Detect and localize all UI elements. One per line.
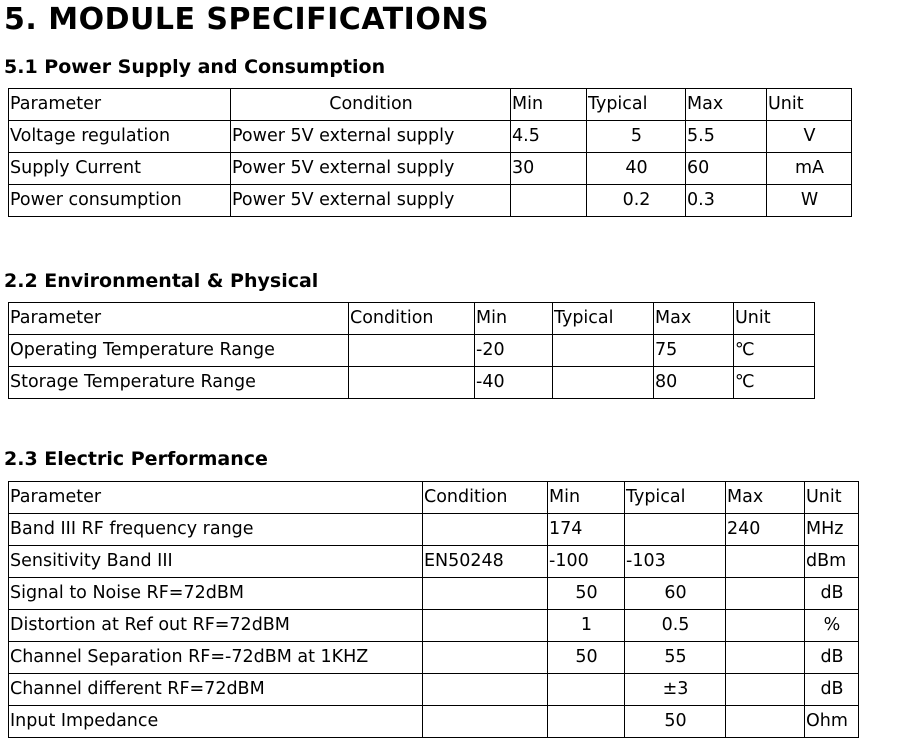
- table-cell: Power 5V external supply: [231, 121, 511, 153]
- table-row: [9, 153, 852, 185]
- table-cell: Voltage regulation: [9, 121, 231, 153]
- table-cell: -20: [475, 335, 553, 367]
- header-cell: Unit: [805, 482, 859, 514]
- table-cell: 55: [625, 642, 726, 674]
- table-cell: -100: [548, 546, 625, 578]
- table-row: [9, 674, 859, 706]
- table-cell: [726, 578, 805, 610]
- header-cell: Unit: [767, 89, 852, 121]
- table-cell: dB: [805, 674, 859, 706]
- table-cell: Band III RF frequency range: [9, 514, 423, 546]
- table-row: [9, 335, 815, 367]
- table-row: [9, 546, 859, 578]
- table-row: [9, 185, 852, 217]
- table-row: [9, 642, 859, 674]
- table-cell: Channel Separation RF=-72dBM at 1KHZ: [9, 642, 423, 674]
- table-cell: %: [805, 610, 859, 642]
- table-cell: 50: [548, 642, 625, 674]
- table-cell: 0.2: [587, 185, 686, 217]
- header-cell: Typical: [553, 303, 654, 335]
- table-cell: Input Impedance: [9, 706, 423, 738]
- table-cell: Storage Temperature Range: [9, 367, 349, 399]
- table-row: [9, 514, 859, 546]
- table-cell: [553, 335, 654, 367]
- header-cell: Min: [511, 89, 587, 121]
- table-cell: 50: [548, 578, 625, 610]
- header-cell: Condition: [349, 303, 475, 335]
- table-cell: [423, 706, 548, 738]
- header-cell: Condition: [231, 89, 511, 121]
- table-row: [9, 578, 859, 610]
- table-row: [9, 706, 859, 738]
- header-cell: Typical: [587, 89, 686, 121]
- table-cell: 30: [511, 153, 587, 185]
- table-row: [9, 121, 852, 153]
- table-cell: 5.5: [686, 121, 767, 153]
- table-cell: 40: [587, 153, 686, 185]
- table-cell: dBm: [805, 546, 859, 578]
- table-cell: ±3: [625, 674, 726, 706]
- table-cell: ℃: [734, 335, 815, 367]
- table-cell: [423, 610, 548, 642]
- table-cell: -103: [625, 546, 726, 578]
- table-cell: mA: [767, 153, 852, 185]
- table-header-row: [9, 482, 859, 514]
- table-cell: Operating Temperature Range: [9, 335, 349, 367]
- table-cell: 75: [654, 335, 734, 367]
- header-cell: Max: [686, 89, 767, 121]
- table-header-row: [9, 303, 815, 335]
- table-cell: 1: [548, 610, 625, 642]
- table-cell: EN50248: [423, 546, 548, 578]
- table-cell: W: [767, 185, 852, 217]
- table-cell: Power consumption: [9, 185, 231, 217]
- header-cell: Parameter: [9, 89, 231, 121]
- table-cell: 174: [548, 514, 625, 546]
- table-header-row: [9, 89, 852, 121]
- table-cell: ℃: [734, 367, 815, 399]
- table-cell: [548, 706, 625, 738]
- table-cell: [349, 335, 475, 367]
- table-cell: [423, 674, 548, 706]
- page-title: 5. MODULE SPECIFICATIONS: [4, 2, 490, 37]
- section-heading-environmental: 2.2 Environmental & Physical: [4, 270, 319, 292]
- table-cell: 5: [587, 121, 686, 153]
- header-cell: Typical: [625, 482, 726, 514]
- table-cell: 50: [625, 706, 726, 738]
- table-cell: [423, 514, 548, 546]
- table-cell: 80: [654, 367, 734, 399]
- table-cell: 0.5: [625, 610, 726, 642]
- header-cell: Parameter: [9, 482, 423, 514]
- table-row: [9, 367, 815, 399]
- section-heading-power: 5.1 Power Supply and Consumption: [4, 56, 386, 78]
- table-cell: Distortion at Ref out RF=72dBM: [9, 610, 423, 642]
- table-cell: MHz: [805, 514, 859, 546]
- electric-performance-table: [8, 481, 859, 738]
- table-cell: [349, 367, 475, 399]
- table-cell: 0.3: [686, 185, 767, 217]
- header-cell: Max: [654, 303, 734, 335]
- section-heading-electric: 2.3 Electric Performance: [4, 448, 268, 470]
- table-cell: 4.5: [511, 121, 587, 153]
- header-cell: Min: [548, 482, 625, 514]
- table-cell: -40: [475, 367, 553, 399]
- table-cell: [423, 578, 548, 610]
- table-cell: [726, 642, 805, 674]
- table-cell: V: [767, 121, 852, 153]
- table-cell: [423, 642, 548, 674]
- table-cell: 240: [726, 514, 805, 546]
- table-cell: 60: [686, 153, 767, 185]
- table-cell: Signal to Noise RF=72dBM: [9, 578, 423, 610]
- table-cell: 60: [625, 578, 726, 610]
- header-cell: Condition: [423, 482, 548, 514]
- header-cell: Min: [475, 303, 553, 335]
- table-cell: Power 5V external supply: [231, 153, 511, 185]
- table-cell: Sensitivity Band III: [9, 546, 423, 578]
- table-cell: [511, 185, 587, 217]
- table-cell: [726, 674, 805, 706]
- table-cell: [726, 546, 805, 578]
- environmental-table: [8, 302, 815, 399]
- table-cell: [726, 706, 805, 738]
- header-cell: Parameter: [9, 303, 349, 335]
- table-cell: Supply Current: [9, 153, 231, 185]
- power-supply-table: [8, 88, 852, 217]
- table-cell: Channel different RF=72dBM: [9, 674, 423, 706]
- table-cell: dB: [805, 642, 859, 674]
- table-cell: Ohm: [805, 706, 859, 738]
- table-cell: dB: [805, 578, 859, 610]
- table-row: [9, 610, 859, 642]
- table-cell: Power 5V external supply: [231, 185, 511, 217]
- table-cell: [726, 610, 805, 642]
- header-cell: Max: [726, 482, 805, 514]
- table-cell: [625, 514, 726, 546]
- table-cell: [548, 674, 625, 706]
- header-cell: Unit: [734, 303, 815, 335]
- table-cell: [553, 367, 654, 399]
